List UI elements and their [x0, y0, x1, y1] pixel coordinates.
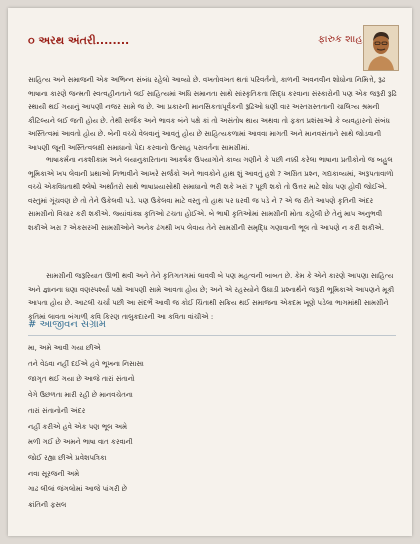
author-name: ફારુક શાહ [318, 34, 363, 45]
article-page [8, 8, 412, 536]
poem-body [28, 341, 144, 514]
poem-line: ગાઢ લીલાં જંગલોમાં આજે પાંગરી છે [28, 485, 128, 494]
poem-line: નવા સૂરજની અમે [28, 469, 80, 478]
poem-title-divider [28, 335, 396, 336]
poem-line: મળી ગઈ છે અમને ભાષા વાત કરવાની [28, 438, 133, 447]
poem-line: મા, અમે આવી ગયા છીએ [28, 344, 101, 352]
poem-line: વેગે ઉછળતા મારી રહી છે માનવચેતના [28, 391, 133, 400]
poem-line: જાગૃત થઈ ગયા છે આજે તારાં સંતાનો [28, 375, 135, 384]
poem-line: નહીં કરીએ હવે એક પણ ભૂલ અમે [28, 422, 128, 431]
article-paragraph-1: સાહિત્ય અને સમાજની એક અભિન્ન સંબંધ રહેલો આવ્યો છે. વખતોવખત થતાં પરિવર્તનો, કાળની અવનવીન શોધોના નિમિત્તે, રૂઢ ભાષાના કારણે જન્મતી સ્વત્વહીનતાને લઈ સાહિત્યમાં અધિ સમાનતા સાથે સાંસ્કૃતિકતા સિદ્ધ કરવાના સંસ્કારોની પણ એક જરૂરી રૂઢિ સ્થાયી થઈ ગયાનું આપણી નજર સામે જ છે. આ પ્રકારની માનસિકતાપૂર્વકની રૂઢિઓ ઘણી વાર અસ્તગ્રસ્તતાની ચાલિત્ર્ય શ્રમની કૌટિલ્યને લઈ જતી હોય છે. તેથી સર્જક અને ભાવક બંને પક્ષે કાં તો અસંતોષ થાય અથવા તો ફક્ત પ્રશંસાઓ કે વ્યવહારનો સંબંધ અસ્તિત્વમાં આવતો હોય છે. બેની વચ્ચે વેલવાનું આવતું હોય છે સાહિત્યકળામાં આવવા માગતી અને માનવસંતાને સાથે જોડવાની આપણી જૂની અસ્તિત્વલક્ષી સમાધાનો પેદા કરવાનો ઉત્સાહ પરાવર્તના સામગ્રીમાં. [28, 76, 397, 152]
author-photo [363, 25, 399, 71]
poem-line: તારાં સંતાનોની અંદર [28, 406, 86, 415]
poem-title: # આજીવન સંગ્રામ [28, 319, 106, 330]
poem-line: તને વેઠવા નહીં દઈએ હવે ભૂખના નિસાસા [28, 359, 144, 368]
author-portrait-icon [364, 26, 398, 70]
poem-line: જોઈ રહ્યા છીએ પ્રવેશપત્રિકા [28, 453, 107, 462]
article-title: ૦ અરથ અંતરી........ [28, 34, 130, 47]
article-paragraph-3: સામગ્રીની જરૂરિયાત ઊભી થવી અને તેને કૃતિગતગમાં લાવવી બે પણ મહત્વની બાબત છે. કેમ કે એને કારણે આપણા સાહિત્ય અને જ્ઞાનના ઘણા વણસ્પર્શ્યા પક્ષો આપણી સામે આવતા હોય છે; અને એ રહસ્યોને ઉઘાડી પ્રશ્નાર્થને જરૂરી ભૂમિકાએ આપણને મૂકી આપતા હોય છે. આટલી ચર્ચા પછી આ સંદર્ભે આવી જ કોઈ ચિંતાથી સક્રિય થઈ સમાજના એકદમ ખૂણે પડેલા ભાગમાંથી સામગ્રીને કૃતિમાં લાવતા બંગાળી કવિ કિરણ તાલુકદારની આ કવિતા વાંચીએ : [28, 272, 395, 321]
article-paragraph-2: ભાષાકર્મના નકશીકામ અને લયાનુકારિતાના આકર્ષક ઉપયાગોને કાવ્ય ગણીને કે પછી નક્કી કરેલા ભાષાના પ્રતીકોનો જ બહુલ ભૂમિકાએ ખપ લેવાની પ્રથાઓ નિભાવીને આખરે સર્જકો અને ભાવકોને હાથ શું આવતું હશે ? અગ્રિત પ્રશ્ન, ગદ્યકાવ્યમાં, અરૂપતાવાળો વચ્ચે એકવિધતાથી શ્લેષો અર્થાંતરો સાથે ભાષાપ્રયાસોથી સમાધાનો ભરી શકે ખરાં ? પૂછી શકો તો ઉત્તર માટે શોધ પણ હોવી જોઈએ. વસ્તુમાં ગૂંચવણ છે તો તેને ઉકેલવી પડે. પણ ઉકેલવા માટે વસ્તુ તો હાથ પર ધરવી જ પડે ને ? એ જ રીતે આપણે કૃતિની અંદર સામગ્રીનો વિચાર કરી શકીએ. જ્યાંવાંક્ય કૃતિઓ ટચતા હોઈએ. બે ભાષી કૃતિઓમાં સામગ્રીની મોતા કહેલી છે તેનું માપ અનુભવી શકીએ ખરા ? એકસરખી સામગ્રીઓને અનેક ઢંગથી ખપ લેવાય તેને સામગ્રીની સમૃદ્ધિ ગણાવાની ભૂલ તો આપણે ન કરી શકીએ. [28, 156, 394, 232]
poem-line: ક્રાંતિની ફસલ [28, 501, 67, 510]
